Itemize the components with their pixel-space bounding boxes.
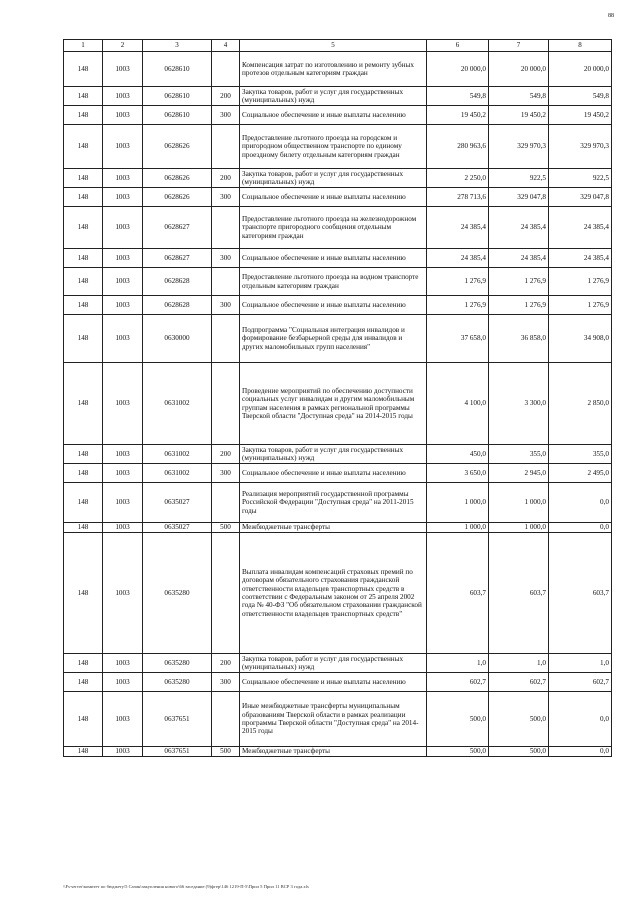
cell-amount-year2: 1 000,0 [489,523,549,533]
cell-target-article: 0628627 [143,249,212,268]
cell-description: Предоставление льготного проезда на водном транспорте отдельным категориям граждан [240,268,427,296]
cell-description: Подпрограмма "Социальная интеграция инвалидов и формирование безбарьерной среды для инвалидов и других маломобильных групп населения" [240,315,427,363]
cell-expense-type [212,268,240,296]
table-row [64,87,612,106]
cell-section-code: 1003 [103,52,143,87]
cell-description: Межбюджетные трансферты [240,523,427,533]
column-header: 8 [549,40,612,52]
budget-table [63,39,612,757]
cell-target-article: 0635280 [143,654,212,673]
cell-amount-year2: 3 300,0 [489,363,549,445]
cell-description: Закупка товаров, работ и услуг для государственных (муниципальных) нужд [240,169,427,188]
cell-expense-type: 300 [212,673,240,692]
cell-amount-year2: 24 385,4 [489,249,549,268]
cell-amount-year2: 922,5 [489,169,549,188]
cell-amount-year1: 500,0 [427,692,489,747]
cell-admin-code: 148 [64,315,103,363]
cell-amount-year3: 355,0 [549,445,612,464]
table-row [64,188,612,207]
cell-amount-year1: 3 650,0 [427,464,489,483]
table-row [64,692,612,747]
cell-section-code: 1003 [103,106,143,125]
cell-amount-year2: 329 970,3 [489,125,549,169]
cell-section-code: 1003 [103,169,143,188]
cell-description: Реализация мероприятий государственной программы Российской Федерации "Доступная среда" на 2011-2015 годы [240,483,427,523]
cell-section-code: 1003 [103,654,143,673]
cell-expense-type [212,533,240,654]
cell-description: Закупка товаров, работ и услуг для государственных (муниципальных) нужд [240,445,427,464]
cell-amount-year1: 20 000,0 [427,52,489,87]
cell-amount-year1: 280 963,6 [427,125,489,169]
cell-admin-code: 148 [64,296,103,315]
cell-admin-code: 148 [64,523,103,533]
cell-admin-code: 148 [64,249,103,268]
cell-amount-year2: 1,0 [489,654,549,673]
cell-amount-year1: 1 000,0 [427,523,489,533]
cell-amount-year1: 500,0 [427,747,489,757]
cell-amount-year2: 24 385,4 [489,207,549,249]
column-header: 6 [427,40,489,52]
cell-amount-year3: 329 970,3 [549,125,612,169]
page-number: 88 [608,13,614,19]
cell-amount-year2: 36 858,0 [489,315,549,363]
cell-admin-code: 148 [64,169,103,188]
table-row [64,207,612,249]
table-row [64,169,612,188]
cell-target-article: 0637651 [143,692,212,747]
table-row [64,747,612,757]
table-row [64,523,612,533]
table-header-row [64,40,612,52]
cell-section-code: 1003 [103,87,143,106]
cell-target-article: 0628628 [143,296,212,315]
cell-section-code: 1003 [103,747,143,757]
cell-description: Социальное обеспечение и иные выплаты населению [240,249,427,268]
cell-target-article: 0635280 [143,673,212,692]
cell-amount-year1: 450,0 [427,445,489,464]
cell-admin-code: 148 [64,464,103,483]
cell-admin-code: 148 [64,87,103,106]
cell-expense-type [212,363,240,445]
cell-section-code: 1003 [103,533,143,654]
column-header: 4 [212,40,240,52]
cell-section-code: 1003 [103,315,143,363]
cell-amount-year3: 602,7 [549,673,612,692]
cell-amount-year3: 34 908,0 [549,315,612,363]
cell-description: Компенсация затрат по изготовлению и ремонту зубных протезов отдельным категориям граждан [240,52,427,87]
cell-admin-code: 148 [64,188,103,207]
cell-amount-year3: 2 850,0 [549,363,612,445]
table-row [64,533,612,654]
cell-target-article: 0637651 [143,747,212,757]
cell-expense-type: 300 [212,249,240,268]
table-row [64,315,612,363]
cell-amount-year3: 24 385,4 [549,207,612,249]
cell-section-code: 1003 [103,207,143,249]
cell-section-code: 1003 [103,296,143,315]
cell-description: Закупка товаров, работ и услуг для государственных (муниципальных) нужд [240,87,427,106]
cell-target-article: 0628627 [143,207,212,249]
cell-description: Социальное обеспечение и иные выплаты населению [240,188,427,207]
cell-section-code: 1003 [103,188,143,207]
cell-target-article: 0628610 [143,87,212,106]
cell-description: Социальное обеспечение и иные выплаты населению [240,673,427,692]
cell-section-code: 1003 [103,673,143,692]
cell-amount-year1: 603,7 [427,533,489,654]
cell-target-article: 0631002 [143,464,212,483]
cell-amount-year1: 549,8 [427,87,489,106]
column-header: 5 [240,40,427,52]
table-row [64,673,612,692]
cell-amount-year2: 1 276,9 [489,296,549,315]
cell-admin-code: 148 [64,533,103,654]
column-header: 2 [103,40,143,52]
cell-admin-code: 148 [64,747,103,757]
cell-amount-year3: 1 276,9 [549,268,612,296]
cell-expense-type: 500 [212,747,240,757]
cell-amount-year2: 500,0 [489,747,549,757]
cell-amount-year1: 1,0 [427,654,489,673]
cell-target-article: 0631002 [143,363,212,445]
cell-expense-type: 300 [212,296,240,315]
cell-expense-type [212,52,240,87]
table-row [64,464,612,483]
cell-target-article: 0628610 [143,106,212,125]
cell-expense-type: 300 [212,464,240,483]
cell-admin-code: 148 [64,106,103,125]
cell-target-article: 0630000 [143,315,212,363]
column-header: 1 [64,40,103,52]
cell-admin-code: 148 [64,52,103,87]
cell-amount-year3: 19 450,2 [549,106,612,125]
cell-expense-type [212,207,240,249]
cell-expense-type [212,692,240,747]
cell-amount-year3: 1 276,9 [549,296,612,315]
cell-description: Социальное обеспечение и иные выплаты населению [240,296,427,315]
cell-target-article: 0631002 [143,445,212,464]
table-row [64,249,612,268]
cell-amount-year1: 4 100,0 [427,363,489,445]
cell-amount-year3: 0,0 [549,692,612,747]
cell-section-code: 1003 [103,125,143,169]
cell-amount-year3: 20 000,0 [549,52,612,87]
cell-expense-type [212,483,240,523]
cell-amount-year3: 0,0 [549,483,612,523]
cell-amount-year2: 549,8 [489,87,549,106]
cell-section-code: 1003 [103,523,143,533]
table-row [64,125,612,169]
cell-admin-code: 148 [64,654,103,673]
cell-target-article: 0628626 [143,188,212,207]
cell-amount-year3: 2 495,0 [549,464,612,483]
cell-amount-year2: 2 945,0 [489,464,549,483]
cell-admin-code: 148 [64,207,103,249]
table-row [64,52,612,87]
cell-admin-code: 148 [64,673,103,692]
cell-expense-type: 200 [212,445,240,464]
cell-amount-year1: 2 250,0 [427,169,489,188]
cell-amount-year3: 329 047,8 [549,188,612,207]
cell-section-code: 1003 [103,464,143,483]
cell-admin-code: 148 [64,268,103,296]
cell-expense-type [212,315,240,363]
cell-amount-year1: 278 713,6 [427,188,489,207]
cell-target-article: 0635027 [143,523,212,533]
cell-amount-year2: 602,7 [489,673,549,692]
cell-section-code: 1003 [103,249,143,268]
cell-description: Выплата инвалидам компенсаций страховых премий по договорам обязательного страхования гражданской ответственности владельцев транспортных средств в соответствии с Федеральным законом от 25 апреля 2002 года № 40-ФЗ "Об обязательном страховании гражданской ответственности владельцев транспортных средств" [240,533,427,654]
cell-amount-year2: 603,7 [489,533,549,654]
table-row [64,268,612,296]
cell-description: Социальное обеспечение и иные выплаты населению [240,106,427,125]
cell-description: Межбюджетные трансферты [240,747,427,757]
cell-amount-year3: 549,8 [549,87,612,106]
cell-expense-type: 500 [212,523,240,533]
cell-amount-year1: 602,7 [427,673,489,692]
cell-amount-year2: 1 276,9 [489,268,549,296]
cell-amount-year3: 0,0 [549,523,612,533]
cell-amount-year2: 355,0 [489,445,549,464]
cell-description: Социальное обеспечение и иные выплаты населению [240,464,427,483]
cell-target-article: 0628610 [143,52,212,87]
cell-amount-year2: 329 047,8 [489,188,549,207]
cell-section-code: 1003 [103,268,143,296]
cell-amount-year1: 24 385,4 [427,207,489,249]
cell-description: Предоставление льготного проезда на городском и пригородном общественном транспорте по единому проездному билету отдельным категориям граждан [240,125,427,169]
cell-admin-code: 148 [64,125,103,169]
table-row [64,654,612,673]
cell-amount-year1: 1 276,9 [427,296,489,315]
table-row [64,106,612,125]
table-row [64,296,612,315]
cell-amount-year2: 20 000,0 [489,52,549,87]
cell-amount-year3: 1,0 [549,654,612,673]
cell-target-article: 0628628 [143,268,212,296]
cell-amount-year3: 0,0 [549,747,612,757]
cell-expense-type: 200 [212,87,240,106]
cell-target-article: 0628626 [143,125,212,169]
cell-amount-year3: 922,5 [549,169,612,188]
cell-amount-year1: 1 276,9 [427,268,489,296]
cell-amount-year1: 37 658,0 [427,315,489,363]
file-path-footer: \\Fs-server\комитет по бюджету\5 Сазин\закупления нового\66 заседание (9)фгер\146 1219-П-5\Прил 5 Прил 11 ВСР 3 года.xls [63,884,309,889]
column-header: 7 [489,40,549,52]
cell-amount-year2: 19 450,2 [489,106,549,125]
cell-target-article: 0628626 [143,169,212,188]
cell-amount-year2: 500,0 [489,692,549,747]
cell-amount-year1: 24 385,4 [427,249,489,268]
table-row [64,483,612,523]
cell-description: Проведение мероприятий по обеспечению доступности социальных услуг инвалидам и другим маломобильным группам населения в рамках региональной программы Тверской области "Доступная среда" на 2014-2015 годы [240,363,427,445]
cell-amount-year1: 19 450,2 [427,106,489,125]
cell-expense-type: 300 [212,188,240,207]
table-row [64,363,612,445]
cell-description: Закупка товаров, работ и услуг для государственных (муниципальных) нужд [240,654,427,673]
table-row [64,445,612,464]
cell-expense-type [212,125,240,169]
cell-admin-code: 148 [64,692,103,747]
cell-admin-code: 148 [64,445,103,464]
cell-expense-type: 300 [212,106,240,125]
cell-admin-code: 148 [64,483,103,523]
cell-section-code: 1003 [103,363,143,445]
cell-section-code: 1003 [103,445,143,464]
cell-description: Предоставление льготного проезда на железнодорожном транспорте пригородного сообщения отдельным категориям граждан [240,207,427,249]
cell-target-article: 0635280 [143,533,212,654]
cell-expense-type: 200 [212,169,240,188]
cell-section-code: 1003 [103,692,143,747]
cell-admin-code: 148 [64,363,103,445]
cell-target-article: 0635027 [143,483,212,523]
cell-amount-year2: 1 000,0 [489,483,549,523]
cell-section-code: 1003 [103,483,143,523]
cell-amount-year1: 1 000,0 [427,483,489,523]
cell-amount-year3: 24 385,4 [549,249,612,268]
column-header: 3 [143,40,212,52]
cell-expense-type: 200 [212,654,240,673]
cell-amount-year3: 603,7 [549,533,612,654]
cell-description: Иные межбюджетные трансферты муниципальным образованиям Тверской области в рамках реализации программы Тверской области "Доступная среда" на 2014-2015 годы [240,692,427,747]
